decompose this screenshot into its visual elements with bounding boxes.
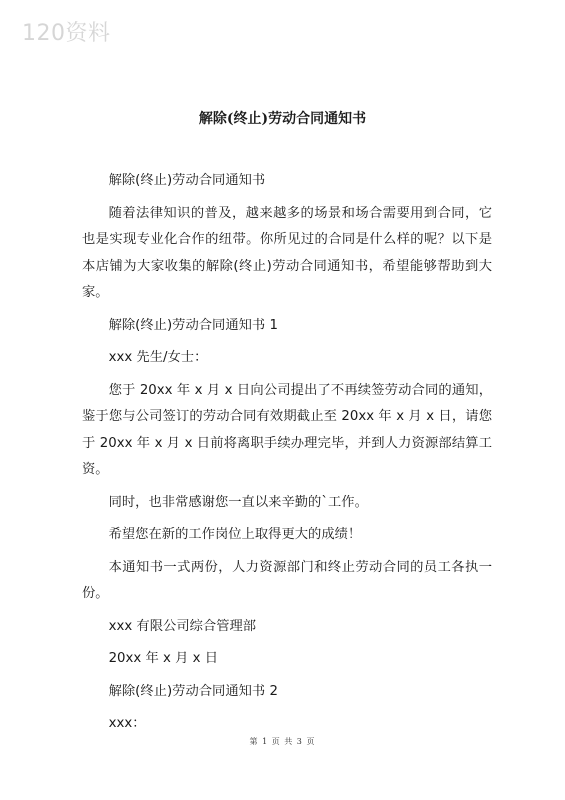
paragraph-salutation: xxx 先生/女士：	[108, 350, 208, 365]
paragraph-intro: 随着法律知识的普及，越来越多的场景和场合需要用到合同，它也是实现专业化合作的纽带。你所见过的合同是什么样的呢？以下是本店铺为大家收集的解除(终止)劳动合同通知书，希望能够帮助到大家。	[82, 205, 492, 300]
paragraph-heading: 解除(终止)劳动合同通知书	[108, 173, 266, 188]
paragraph-section-title-2: 解除(终止)劳动合同通知书 2	[108, 683, 278, 699]
paragraph-signature-dept: xxx 有限公司综合管理部	[108, 618, 257, 634]
paragraph-section-title: 解除(终止)劳动合同通知书 1	[108, 317, 278, 333]
document-body	[82, 168, 492, 744]
page-indicator: 第 1 页 共 3 页	[249, 737, 316, 746]
paragraph-copies: 本通知书一式两份，人力资源部门和终止劳动合同的员工各执一份。	[82, 559, 492, 601]
paragraph-thanks: 同时，也非常感谢您一直以来辛勤的`工作。	[108, 494, 368, 510]
paragraph-salutation-2: xxx：	[108, 716, 146, 731]
paragraph-wishes: 希望您在新的工作岗位上取得更大的成绩！	[108, 527, 362, 542]
document-title: 解除(终止)劳动合同通知书	[198, 111, 367, 127]
paragraph-notice: 您于 20xx 年 x 月 x 日向公司提出了不再续签劳动合同的通知，鉴于您与公司签订的劳动合同有效期截止至 20xx 年 x 月 x 日，请您于 20xx 年 x 月 x 日前将离职手续办理完毕，并到人力资源部结算工资。	[82, 382, 492, 477]
watermark-logo: 120资料	[22, 21, 111, 46]
paragraph-signature-date: 20xx 年 x 月 x 日	[108, 651, 219, 666]
